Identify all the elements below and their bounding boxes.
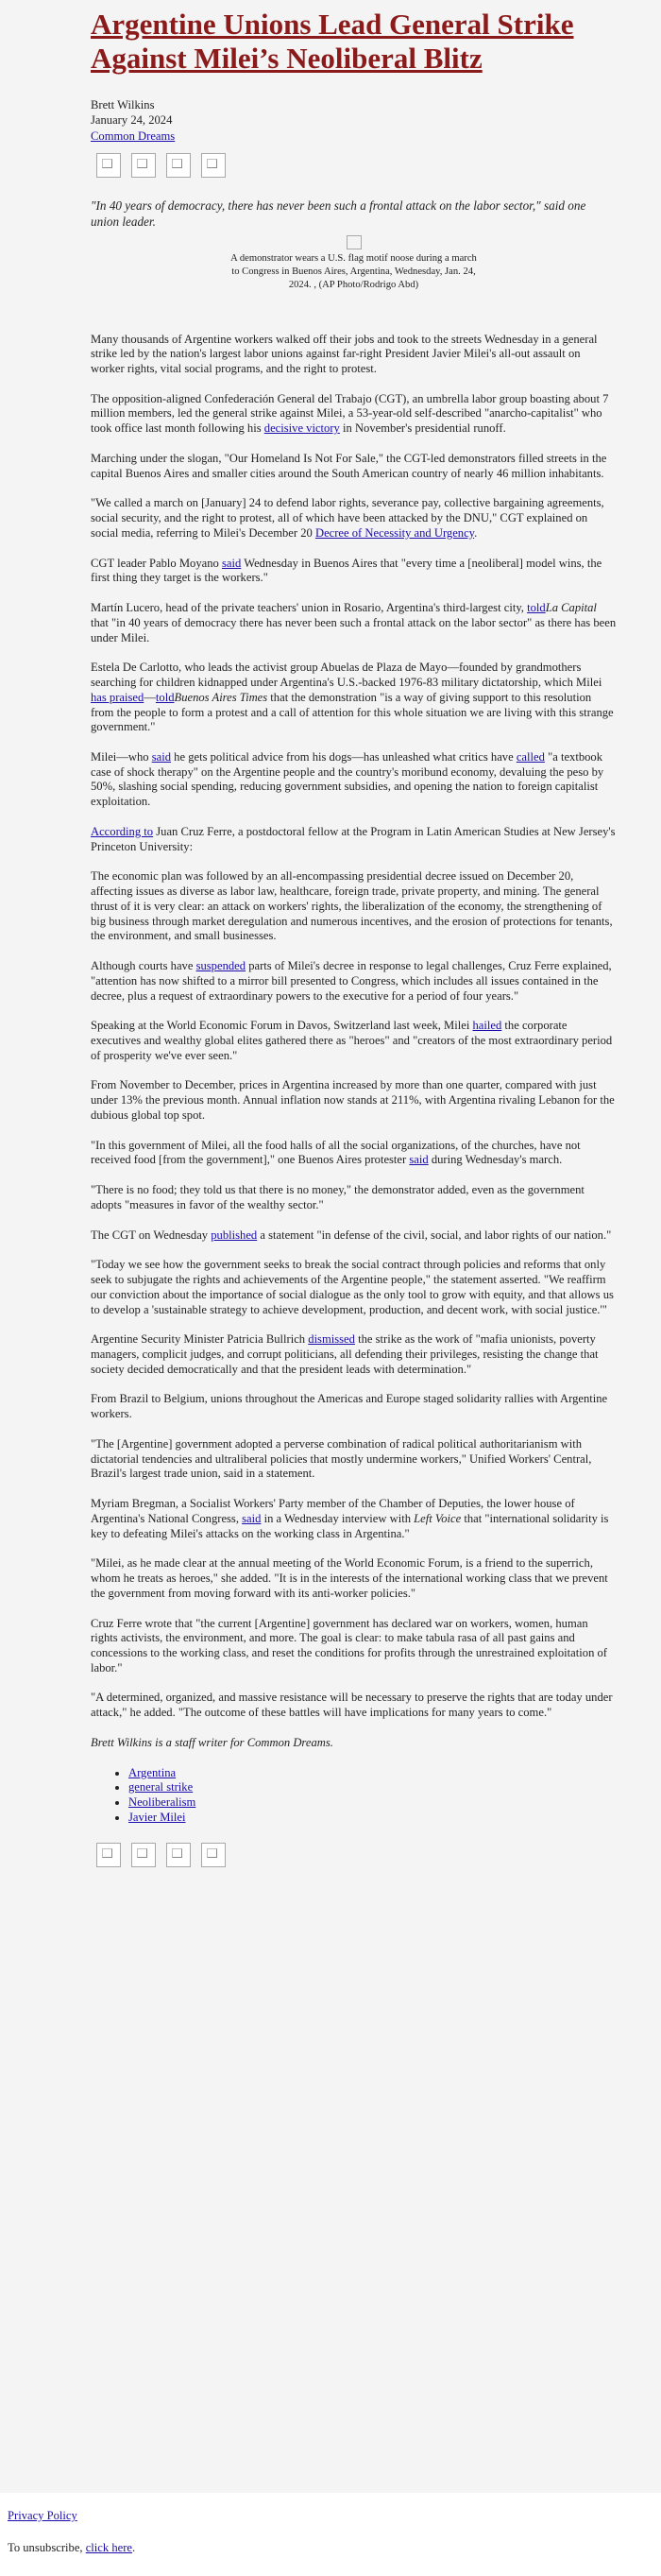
hailed-link[interactable]: hailed	[472, 1019, 502, 1033]
published-link[interactable]: published	[211, 1228, 258, 1242]
privacy-policy-link[interactable]: Privacy Policy	[8, 2509, 77, 2522]
paragraph-16: The CGT on Wednesday published a statement "in defense of the civil, social, and labor rights of our nation."	[91, 1228, 612, 1242]
paragraph-21: Myriam Bregman, a Socialist Workers' Party member of the Chamber of Deputies, the lower house of Argentina's National Congress, said in a Wednesday interview with Left Voice that "international solidarity is key to defeating Milei's attacks on the working class in Argentina."	[91, 1497, 609, 1540]
paragraph-11: Although courts have suspended parts of Milei's decree in response to legal challenges, Cruz Ferre explained, "attention has now shifted to a mirror bill presented to Congress, which includes all issues contained in the decree, plus a request of extraordinary powers to the executive for a period of four years."	[91, 959, 612, 1003]
paragraph-6: Martín Lucero, head of the private teachers' union in Rosario, Argentina's third-largest city, toldLa Capital that "in 40 years of democracy there has never been such a frontal attack on the labor sector" as there has been under Milei.	[91, 601, 617, 644]
lead-figure	[91, 233, 617, 293]
article-meta	[91, 97, 617, 143]
email-footer	[0, 2493, 661, 2555]
paragraph-18: Argentine Security Minister Patricia Bullrich dismissed the strike as the work of "mafia unionists, poverty managers, complicit judges, and corrupt politicians, all defending their privileges, resisting the change that society decided democratically and that the president leads with determination."	[91, 1332, 599, 1376]
article-title-link[interactable]: Argentine Unions Lead General Strike Against Milei’s Neoliberal Blitz	[91, 8, 574, 75]
paragraph-10: The economic plan was followed by an all-encompassing presidential decree issued on December 20, affecting issues as diverse as labor law, healthcare, foreign trade, private property, and mining. The general thrust of it is very clear: an attack on workers' rights, the liberalization of the economy, the strengthening of big business through market deregulation and numerous incentives, and the erosion of protections for tenants, the environment, and small businesses.	[91, 869, 613, 943]
paragraph-5: CGT leader Pablo Moyano said Wednesday in Buenos Aires that "every time a [neoliberal] model wins, the first thing they target is the workers."	[91, 556, 602, 585]
decree-link[interactable]: Decree of Necessity and Urgency	[314, 525, 475, 540]
article-subtitle: "In 40 years of democracy, there has never been such a frontal attack on the labor sector," said one union leader.	[91, 197, 586, 229]
decisive-victory-link[interactable]: decisive victory	[263, 421, 340, 436]
paragraph-8: Milei—who said he gets political advice from his dogs—has unleashed what critics have called "a textbook case of shock therapy" on the Argentine people and the country's moribund economy, devaluing the peso by 50%, slashing social spending, reducing government subsidies, and opening the nation to foreign capitalist exploitation.	[91, 749, 604, 809]
carlotto-told-link[interactable]: told	[155, 690, 175, 704]
paragraph-24: "A determined, organized, and massive resistance will be necessary to preserve the rights that are today under attack," he added. "The outcome of these battles will have implications for many years to come."	[91, 1691, 613, 1720]
paragraph-20: "The [Argentine] government adopted a perverse combination of radical political authoritarianism with dictatorial tendencies and ultraliberal policies that mostly undermine workers," Unified Workers' Central, Brazil's largest trade union, said in a statement.	[91, 1436, 592, 1481]
moyano-said-link[interactable]: said	[221, 556, 242, 570]
image-caption: A demonstrator wears a U.S. flag motif noose during a march to Congress in Buenos Aires, Argentina, Wednesday, Jan. 24, 2024. , (AP Photo/Rodrigo Abd)	[230, 252, 477, 291]
share-facebook-icon[interactable]	[96, 153, 121, 178]
share-twitter-icon[interactable]	[131, 1843, 156, 1867]
lucero-told-link[interactable]: told	[527, 601, 546, 615]
paragraph-19: From Brazil to Belgium, unions throughout the Americas and Europe staged solidarity rallies with Argentine workers.	[91, 1392, 608, 1421]
paragraph-13: From November to December, prices in Argentina increased by more than one quarter, compared with just under 13% the previous month. Annual inflation now stands at 211%, with Argentina rivaling Lebanon for the dubious global top spot.	[91, 1078, 615, 1122]
author-bio: Brett Wilkins is a staff writer for Common Dreams.	[91, 1735, 333, 1749]
tag-general-strike-link[interactable]: general strike	[128, 1780, 194, 1795]
according-to-link[interactable]: According to	[91, 824, 154, 838]
protester-said-link[interactable]: said	[409, 1153, 429, 1167]
unsubscribe-text: To unsubscribe, click here.	[8, 2540, 136, 2554]
paragraph-3: Marching under the slogan, "Our Homeland Is Not For Sale," the CGT-led demonstrators filled streets in the capital Buenos Aires and smaller cities around the South American country of nearly 46 million inhabitants.	[91, 451, 607, 480]
tag-item	[128, 1780, 617, 1795]
suspended-link[interactable]: suspended	[195, 959, 246, 973]
paragraph-17: "Today we see how the government seeks to break the social contract through policies and reforms that only seek to subjugate the rights and achievements of the Argentine people," the statement asserted. "We reaffirm our conviction about the importance of social dialogue as the only tool to grow with equity, and that allows us to develop a 'sustainable strategy to achieve development, production, and decent work, with social justice.'"	[91, 1258, 614, 1316]
paragraph-23: Cruz Ferre wrote that "the current [Argentine] government has declared war on workers, women, human rights activists, the environment, and more. The goal is clear: to make tabula rasa of all past gains and concessions to the working class, and reset the conditions for profits through the unrestrained exploitation of labor."	[91, 1616, 608, 1674]
broken-image-icon	[347, 235, 362, 249]
paragraph-1: Many thousands of Argentine workers walked off their jobs and took to the streets Wednesday in a general strike led by the nation's largest labor unions against far-right President Javier Milei's all-out assault on worker rights, vital social programs, and the right to protest.	[91, 332, 598, 376]
paragraph-9: According to Juan Cruz Ferre, a postdoctoral fellow at the Program in Latin American Studies at New Jersey's Princeton University:	[91, 824, 616, 853]
date: January 24, 2024	[91, 113, 173, 128]
tag-list	[91, 1766, 617, 1826]
share-link-icon[interactable]	[201, 1843, 226, 1867]
tag-item	[128, 1795, 617, 1811]
bregman-said-link[interactable]: said	[242, 1511, 262, 1525]
called-link[interactable]: called	[516, 749, 545, 764]
has-praised-link[interactable]: has praised	[91, 690, 144, 704]
paragraph-14: "In this government of Milei, all the food halls of all the social organizations, of the churches, have not received food [from the government]," one Buenos Aires protester said during Wednesday's march.	[91, 1138, 581, 1167]
share-facebook-icon[interactable]	[96, 1843, 121, 1867]
share-link-icon[interactable]	[201, 153, 226, 178]
author: Brett Wilkins	[91, 98, 155, 112]
source-link[interactable]: Common Dreams	[91, 129, 176, 143]
tag-item	[128, 1811, 617, 1826]
share-twitter-icon[interactable]	[131, 153, 156, 178]
paragraph-15: "There is no food; they told us that there is no money," the demonstrator added, even as the government adopts "measures in favor of the wealthy sector."	[91, 1183, 585, 1211]
paragraph-12: Speaking at the World Economic Forum in Davos, Switzerland last week, Milei hailed the corporate executives and wealthy global elites gathered there as "heroes" and "creators of the most extraordinary period of prosperity we've ever seen."	[91, 1019, 613, 1062]
milei-said-link[interactable]: said	[151, 749, 172, 764]
paragraph-2: The opposition-aligned Confederación General del Trabajo (CGT), an umbrella labor group boasting about 7 million members, led the general strike against Milei, a 53-year-old self-described "anarcho-capitalist" who took office last month following his decisive victory in November's presidential runoff.	[91, 391, 609, 436]
dismissed-link[interactable]: dismissed	[308, 1332, 355, 1347]
paragraph-22: "Milei, as he made clear at the annual meeting of the World Economic Forum, is a friend to the superrich, whom he treats as heroes," she added. "It is in the interests of the international working class that we prevent the government from moving forward with its anti-worker policies."	[91, 1556, 608, 1600]
share-icons-top	[96, 153, 617, 178]
share-email-icon[interactable]	[166, 153, 191, 178]
tag-neoliberalism-link[interactable]: Neoliberalism	[128, 1795, 196, 1810]
share-email-icon[interactable]	[166, 1843, 191, 1867]
paragraph-4: "We called a march on [January] 24 to defend labor rights, severance pay, collective bargaining agreements, social security, and the right to protest, all of which have been attacked by the DNU," CGT explained on social media, referring to Milei's December 20 Decree of Necessity and Urgency.	[91, 496, 604, 540]
tag-argentina-link[interactable]: Argentina	[128, 1765, 177, 1779]
paragraph-7: Estela De Carlotto, who leads the activist group Abuelas de Plaza de Mayo—founded by grandmothers searching for children kidnapped under Argentina's U.S.-backed 1976-83 military dictatorship, which Milei has praised—toldBuenos Aires Times that the demonstration "is a way of giving support to this resolution from the people to form a protest and a call of attention for this whole situation we are living with this strange government."	[91, 661, 614, 734]
tag-javier-milei-link[interactable]: Javier Milei	[128, 1810, 186, 1824]
tag-item	[128, 1766, 617, 1781]
article-title	[91, 8, 617, 75]
share-icons-bottom	[96, 1843, 617, 1867]
unsubscribe-link[interactable]: click here	[85, 2540, 133, 2554]
